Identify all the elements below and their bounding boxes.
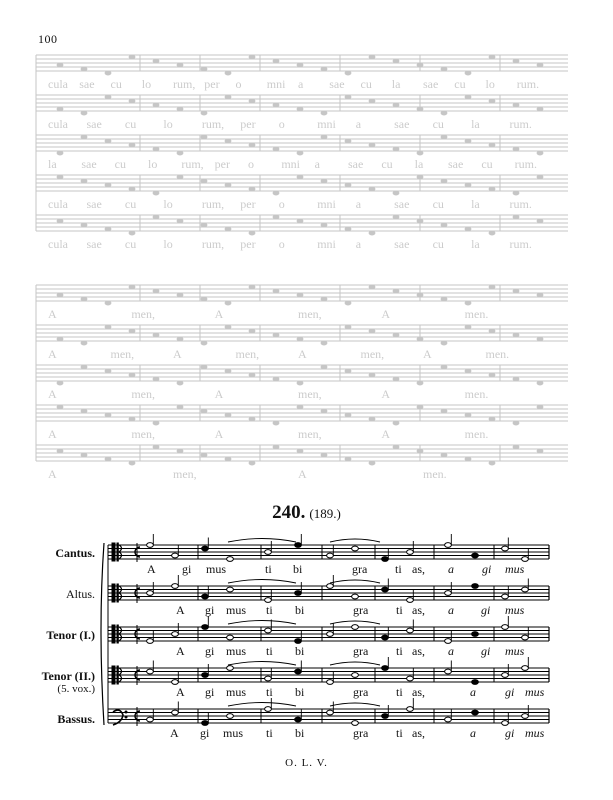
footer-initials: O. L. V. [285, 757, 328, 769]
faded-lyric-syllable: cu [124, 117, 137, 131]
note-head [522, 587, 529, 592]
note-head [172, 710, 179, 715]
faded-lyric-syllable: mni [317, 237, 336, 251]
lyric-syllable: gra [353, 644, 369, 658]
lyric-syllable: gra [352, 562, 368, 576]
lyric-syllable: gi [182, 562, 192, 576]
faded-lyric-syllable: la [391, 77, 401, 91]
faded-lyric-syllable: cu [360, 77, 372, 91]
faded-lyric-syllable: a [355, 237, 362, 251]
faded-lyric-syllable: sae [423, 77, 439, 91]
lyric-syllable: a [448, 644, 454, 658]
note-head [502, 594, 509, 599]
tie [330, 621, 380, 624]
note-head [407, 707, 414, 712]
note-head [202, 546, 209, 551]
faded-lyric-syllable: cu [114, 157, 126, 171]
note-head [327, 632, 334, 637]
note-head [147, 669, 154, 674]
note-head [445, 639, 452, 644]
note-head [295, 669, 302, 674]
note-head [202, 594, 209, 599]
page-number: 100 [38, 32, 58, 46]
tie [228, 662, 296, 666]
faded-lyric-syllable: cu [124, 197, 137, 211]
faded-lyric-syllable: A [298, 467, 307, 481]
faded-lyric-syllable: lo [485, 77, 495, 91]
faded-lyric-syllable: per [240, 117, 256, 131]
lyric-syllable: A [176, 603, 185, 617]
faded-lyric-syllable: sae [86, 197, 102, 211]
faded-lyric-syllable: men, [298, 387, 322, 401]
faded-lyric-syllable: A [48, 307, 57, 321]
faded-lyric-syllable: mni [281, 157, 300, 171]
note-head [382, 557, 389, 562]
lyric-syllable: ti [265, 562, 272, 576]
faded-lyric-syllable: cu [124, 237, 137, 251]
lyric-syllable: ti [266, 726, 273, 740]
note-head [352, 594, 359, 599]
lyric-syllable: ti [396, 726, 403, 740]
faded-lyric-syllable: a [298, 77, 304, 91]
lyric-syllable: ti [395, 562, 402, 576]
f-clef-dot [125, 716, 127, 718]
faded-lyric-syllable: men, [131, 307, 155, 321]
faded-lyric-syllable: sae [394, 117, 410, 131]
note-head [147, 717, 154, 722]
faded-lyric-syllable: la [414, 157, 424, 171]
c-clef-icon [112, 666, 115, 684]
note-head [265, 707, 272, 712]
lyric-syllable: a [448, 562, 454, 576]
note-head [265, 676, 272, 681]
faded-lyric-syllable: sae [81, 157, 97, 171]
faded-lyric-syllable: per [214, 157, 230, 171]
faded-lyric-syllable: men. [464, 307, 489, 321]
lyric-syllable: gi [205, 644, 215, 658]
note-head [202, 625, 209, 630]
faded-lyric-syllable: per [204, 77, 220, 91]
tie [228, 580, 296, 584]
voice-label-tenor1: Tenor (I.) [46, 628, 95, 642]
note-head [172, 553, 179, 558]
faded-lyric-syllable: A [173, 347, 182, 361]
faded-lyric-syllable: men. [485, 347, 510, 361]
note-head [295, 591, 302, 596]
tie [330, 703, 380, 706]
lyric-syllable: mus [505, 562, 525, 576]
lyric-syllable: ti [266, 603, 273, 617]
f-clef-dot [125, 711, 127, 713]
faded-lyric-syllable: men, [298, 427, 322, 441]
tie [228, 621, 296, 625]
note-head [352, 721, 359, 726]
faded-lyric-syllable: rum. [514, 157, 537, 171]
note-head [472, 553, 479, 558]
tie [330, 662, 380, 665]
note-head [227, 557, 234, 562]
faded-lyric-syllable: A [381, 307, 390, 321]
faded-lyric-syllable: rum, [173, 77, 196, 91]
faded-lyric-syllable: a [314, 157, 320, 171]
faded-lyric-syllable: o [235, 77, 242, 91]
faded-lyric-syllable: men. [464, 387, 489, 401]
lyric-syllable: gra [353, 603, 369, 617]
note-head [407, 598, 414, 603]
faded-lyric-syllable: sae [348, 157, 364, 171]
faded-lyric-syllable: men. [464, 427, 489, 441]
lyric-syllable: mus [223, 726, 244, 740]
lyric-syllable: gi [505, 685, 515, 699]
lyric-syllable: a [470, 685, 476, 699]
note-head [407, 550, 414, 555]
lyric-syllable: mus [525, 685, 545, 699]
faded-lyric-syllable: per [240, 237, 256, 251]
system-bracket [101, 543, 104, 725]
faded-lyric-syllable: o [278, 237, 285, 251]
note-head [265, 628, 272, 633]
note-head [147, 639, 154, 644]
lyric-syllable: bi [295, 726, 305, 740]
faded-lyric-syllable: men, [298, 307, 322, 321]
faded-lyric-syllable: la [471, 197, 480, 211]
lyric-syllable: gi [205, 685, 215, 699]
faded-lyric-syllable: men, [131, 387, 155, 401]
note-head [472, 632, 479, 637]
note-head [472, 710, 479, 715]
note-head [472, 584, 479, 589]
note-head [327, 553, 334, 558]
faded-lyric-syllable: la [471, 237, 480, 251]
voice-label-altus: Altus. [65, 587, 95, 601]
note-head [522, 557, 529, 562]
faded-lyric-syllable: men, [173, 467, 197, 481]
note-head [172, 680, 179, 685]
note-head [522, 714, 529, 719]
faded-lyric-syllable: la [48, 157, 57, 171]
faded-lyric-syllable: sae [329, 77, 345, 91]
note-head [265, 550, 272, 555]
tie [330, 580, 380, 583]
note-head [502, 546, 509, 551]
lyric-syllable: gi [200, 726, 210, 740]
faded-lyric-syllable: cu [110, 77, 122, 91]
faded-lyric-syllable: per [240, 197, 256, 211]
faded-lyric-syllable: cu [432, 117, 444, 131]
faded-lyric-syllable: men. [423, 467, 447, 481]
note-head [295, 717, 302, 722]
faded-lyric-syllable: o [248, 157, 254, 171]
lyric-syllable: ti [266, 685, 273, 699]
faded-lyric-syllable: men, [235, 347, 260, 361]
faded-lyric-syllable: sae [86, 237, 102, 251]
voice-label-bassus: Bassus. [57, 712, 95, 726]
faded-lyric-syllable: rum, [181, 157, 204, 171]
lyric-syllable: a [470, 726, 476, 740]
lyric-syllable: gi [482, 562, 492, 576]
faded-lyric-syllable: sae [79, 77, 95, 91]
note-head [352, 546, 359, 551]
note-head [502, 673, 509, 678]
lyric-syllable: a [448, 603, 454, 617]
note-head [445, 591, 452, 596]
faded-lyric-syllable: cula [48, 237, 68, 251]
note-head [172, 584, 179, 589]
faded-lyric-syllable: men, [360, 347, 385, 361]
faded-lyric-syllable: cu [432, 197, 444, 211]
tie [330, 539, 380, 542]
faded-lyric-syllable: mni [317, 197, 336, 211]
lyric-syllable: bi [295, 644, 305, 658]
faded-lyric-syllable: rum. [509, 237, 532, 251]
piece-title [0, 502, 613, 524]
faded-lyric-syllable: sae [394, 197, 410, 211]
voice-label-tenor2: Tenor (II.) [41, 669, 95, 683]
lyric-syllable: mus [206, 562, 227, 576]
lyric-syllable: A [147, 562, 156, 576]
lyric-syllable: as, [412, 603, 425, 617]
note-head [227, 666, 234, 671]
faded-lyric-syllable: lo [163, 197, 173, 211]
lyric-syllable: bi [295, 685, 305, 699]
lyric-syllable: A [176, 685, 185, 699]
piece-number: 240. [272, 502, 306, 523]
c-clef-icon [112, 584, 115, 602]
faded-lyric-syllable: cu [454, 77, 466, 91]
note-head [382, 714, 389, 719]
faded-lyric-syllable: A [214, 427, 224, 441]
note-head [445, 717, 452, 722]
note-head [147, 591, 154, 596]
note-head [327, 680, 334, 685]
lyric-syllable: mus [226, 685, 247, 699]
faded-lyric-syllable: rum. [509, 117, 532, 131]
note-head [382, 666, 389, 671]
lyric-syllable: gra [353, 685, 369, 699]
note-head [147, 543, 154, 548]
lyric-syllable: mus [525, 726, 545, 740]
lyric-syllable: ti [396, 603, 403, 617]
faded-lyric-syllable: cu [381, 157, 393, 171]
faded-lyric-syllable: sae [448, 157, 464, 171]
lyric-syllable: A [170, 726, 179, 740]
faded-lyric-syllable: A [48, 467, 57, 481]
faded-lyric-syllable: cu [432, 237, 444, 251]
lyric-syllable: ti [266, 644, 273, 658]
note-head [327, 584, 334, 589]
note-head [227, 635, 234, 640]
faded-lyric-syllable: cula [48, 77, 68, 91]
note-head [472, 680, 479, 685]
voice-sublabel-tenor2: (5. vox.) [57, 683, 95, 695]
tie [228, 703, 296, 707]
lyric-syllable: as, [412, 685, 425, 699]
lyric-syllable: bi [293, 562, 303, 576]
faded-lyric-syllable: a [355, 117, 362, 131]
note-head [265, 598, 272, 603]
faded-lyric-syllable: A [381, 427, 390, 441]
faded-lyric-syllable: mni [266, 77, 286, 91]
lyric-syllable: mus [226, 644, 247, 658]
note-head [172, 632, 179, 637]
faded-lyric-syllable: men, [110, 347, 135, 361]
faded-lyric-syllable: lo [148, 157, 158, 171]
lyric-syllable: ti [396, 644, 403, 658]
note-head [407, 676, 414, 681]
note-head [227, 587, 234, 592]
faded-lyric-syllable: rum. [509, 197, 532, 211]
lyric-syllable: gi [205, 603, 215, 617]
note-head [295, 639, 302, 644]
note-head [407, 628, 414, 633]
lyric-syllable: mus [505, 644, 525, 658]
faded-lyric-syllable: A [381, 387, 390, 401]
note-head [382, 635, 389, 640]
note-head [352, 625, 359, 630]
faded-lyric-syllable: rum, [201, 117, 225, 131]
c-clef-icon [112, 625, 115, 643]
note-head [295, 543, 302, 548]
note-head [327, 710, 334, 715]
lyric-syllable: as, [412, 562, 425, 576]
note-head [352, 673, 359, 678]
c-clef-icon [112, 543, 115, 561]
faded-lyric-syllable: rum. [516, 77, 540, 91]
faded-lyric-syllable: la [471, 117, 480, 131]
note-head [202, 673, 209, 678]
note-head [522, 666, 529, 671]
lyric-syllable: as, [412, 726, 425, 740]
lyric-syllable: as, [412, 644, 425, 658]
faded-lyric-syllable: men, [131, 427, 155, 441]
note-head [382, 587, 389, 592]
tie [228, 539, 296, 543]
faded-lyric-syllable: A [48, 347, 57, 361]
faded-lyric-syllable: A [48, 387, 57, 401]
faded-lyric-syllable: A [214, 387, 224, 401]
faded-lyric-syllable: A [214, 307, 224, 321]
faded-lyric-syllable: rum, [201, 237, 225, 251]
note-head [445, 543, 452, 548]
faded-lyric-syllable: cula [48, 117, 68, 131]
note-head [502, 625, 509, 630]
faded-lyric-syllable: sae [86, 117, 102, 131]
lyric-syllable: gi [481, 603, 491, 617]
faded-lyric-syllable: A [48, 427, 57, 441]
lyric-syllable: gra [353, 726, 369, 740]
faded-lyric-syllable: o [278, 117, 285, 131]
lyric-syllable: gi [481, 644, 491, 658]
lyric-syllable: mus [505, 603, 525, 617]
note-head [227, 714, 234, 719]
faded-lyric-syllable: A [298, 347, 307, 361]
faded-lyric-syllable: rum, [201, 197, 225, 211]
note-head [445, 669, 452, 674]
lyric-syllable: mus [226, 603, 247, 617]
lyric-syllable: A [176, 644, 185, 658]
faded-lyric-syllable: cula [48, 197, 68, 211]
lyric-syllable: ti [396, 685, 403, 699]
faded-lyric-syllable: o [278, 197, 285, 211]
faded-lyric-syllable: lo [163, 237, 173, 251]
lyric-syllable: gi [505, 726, 515, 740]
faded-lyric-syllable: lo [163, 117, 173, 131]
faded-lyric-syllable: A [423, 347, 432, 361]
lyric-syllable: bi [295, 603, 305, 617]
note-head [522, 635, 529, 640]
voice-label-cantus: Cantus. [55, 546, 95, 560]
note-head [502, 721, 509, 726]
faded-lyric-syllable: cu [481, 157, 493, 171]
faded-lyric-syllable: lo [141, 77, 152, 91]
faded-lyric-syllable: mni [317, 117, 336, 131]
piece-reference: (189.) [309, 506, 341, 521]
faded-lyric-syllable: sae [394, 237, 410, 251]
note-head [202, 721, 209, 726]
faded-lyric-syllable: a [355, 197, 362, 211]
